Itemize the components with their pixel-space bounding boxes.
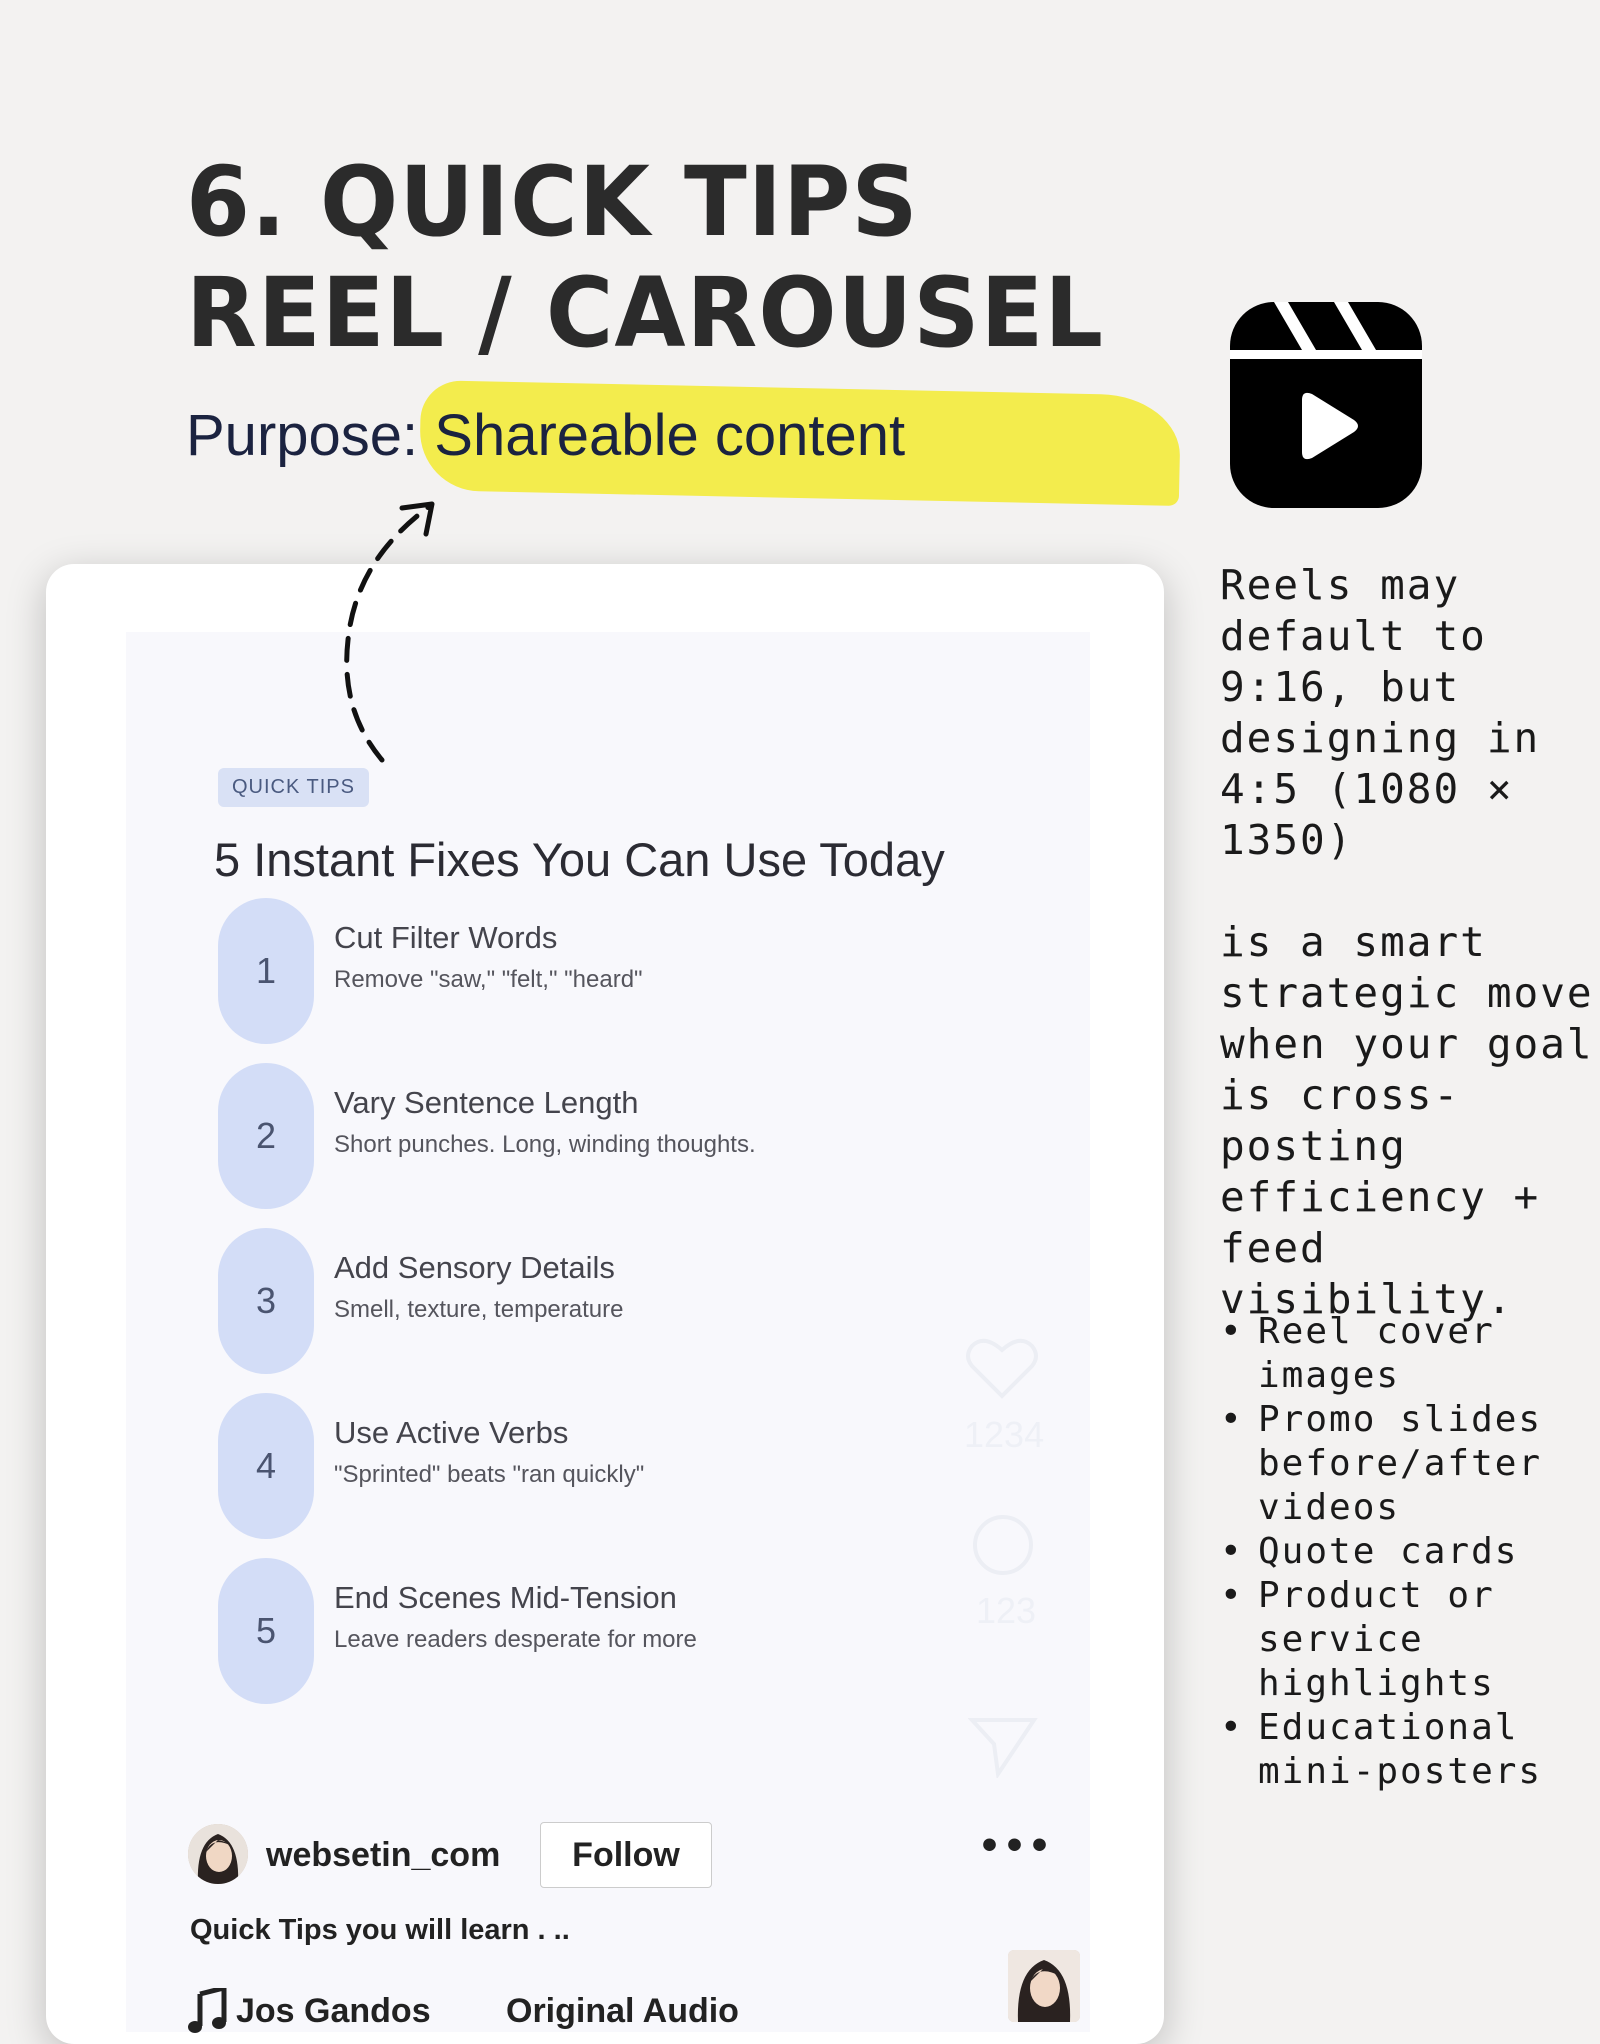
- like-count: 1234: [964, 1414, 1045, 1455]
- avatar[interactable]: [188, 1824, 248, 1884]
- tip-item: [218, 1393, 1078, 1539]
- tip-title: Vary Sentence Length: [334, 1085, 639, 1120]
- comment-count: 123: [976, 1590, 1037, 1631]
- purpose-line: [186, 400, 905, 472]
- tip-number: 3: [218, 1228, 314, 1374]
- purpose-value: Shareable content: [434, 403, 906, 468]
- audio-artist[interactable]: Jos Gandos: [236, 1992, 431, 2030]
- tip-title: Use Active Verbs: [334, 1415, 569, 1450]
- tip-title: End Scenes Mid-Tension: [334, 1580, 677, 1615]
- tip-number: 5: [218, 1558, 314, 1704]
- post-author-row: [188, 1822, 1088, 1892]
- side-paragraph-2: is a smart strategic move when your goal is cross-posting efficiency + feed visibility.: [1220, 918, 1594, 1323]
- audio-thumbnail[interactable]: [1008, 1950, 1080, 2022]
- tip-item: [218, 1063, 1078, 1209]
- reels-icon: [1230, 302, 1422, 508]
- follow-button[interactable]: Follow: [540, 1822, 712, 1888]
- tip-description: Leave readers desperate for more: [334, 1626, 697, 1653]
- post-headline: 5 Instant Fixes You Can Use Today: [214, 833, 945, 886]
- list-item: • Reel cover images: [1220, 1310, 1600, 1398]
- use-case-list: [1220, 1310, 1600, 1794]
- music-note-icon: [188, 1988, 228, 2034]
- tip-description: Smell, texture, temperature: [334, 1296, 624, 1323]
- audio-row[interactable]: [188, 1984, 1088, 2044]
- side-paragraph-1: Reels may default to 9:16, but designing in 4:5 (1080 × 1350): [1220, 561, 1541, 864]
- post-content: [126, 632, 1090, 2032]
- tip-title: Cut Filter Words: [334, 920, 558, 955]
- purpose-label: Purpose:: [186, 403, 419, 468]
- heart-icon[interactable]: [964, 1336, 1040, 1400]
- list-item: • Quote cards: [1220, 1530, 1600, 1574]
- share-icon[interactable]: [968, 1714, 1038, 1778]
- comment-icon[interactable]: [968, 1512, 1038, 1582]
- tip-description: Short punches. Long, winding thoughts.: [334, 1131, 756, 1158]
- list-item: • Educational mini-posters: [1220, 1706, 1600, 1794]
- list-item: • Promo slides before/after videos: [1220, 1398, 1600, 1530]
- tip-item: [218, 1228, 1078, 1374]
- tip-item: [218, 1558, 1078, 1704]
- post-caption: Quick Tips you will learn . ..: [190, 1914, 570, 1946]
- username[interactable]: websetin_com: [266, 1836, 501, 1874]
- more-options-icon[interactable]: •••: [978, 1826, 1054, 1867]
- side-description: [1220, 560, 1600, 1376]
- tip-number: 4: [218, 1393, 314, 1539]
- arrow-icon: [320, 490, 460, 770]
- tip-description: Remove "saw," "felt," "heard": [334, 966, 643, 993]
- page-title: 6. QUICK TIPS REEL / CAROUSEL: [186, 145, 1105, 370]
- tip-number: 2: [218, 1063, 314, 1209]
- tip-item: [218, 898, 1078, 1044]
- post-card: [46, 564, 1164, 2044]
- tip-description: "Sprinted" beats "ran quickly": [334, 1461, 645, 1488]
- tip-number: 1: [218, 898, 314, 1044]
- category-badge: QUICK TIPS: [218, 768, 369, 807]
- list-item: • Product or service highlights: [1220, 1574, 1600, 1706]
- tip-title: Add Sensory Details: [334, 1250, 615, 1285]
- audio-title[interactable]: Original Audio: [506, 1992, 739, 2030]
